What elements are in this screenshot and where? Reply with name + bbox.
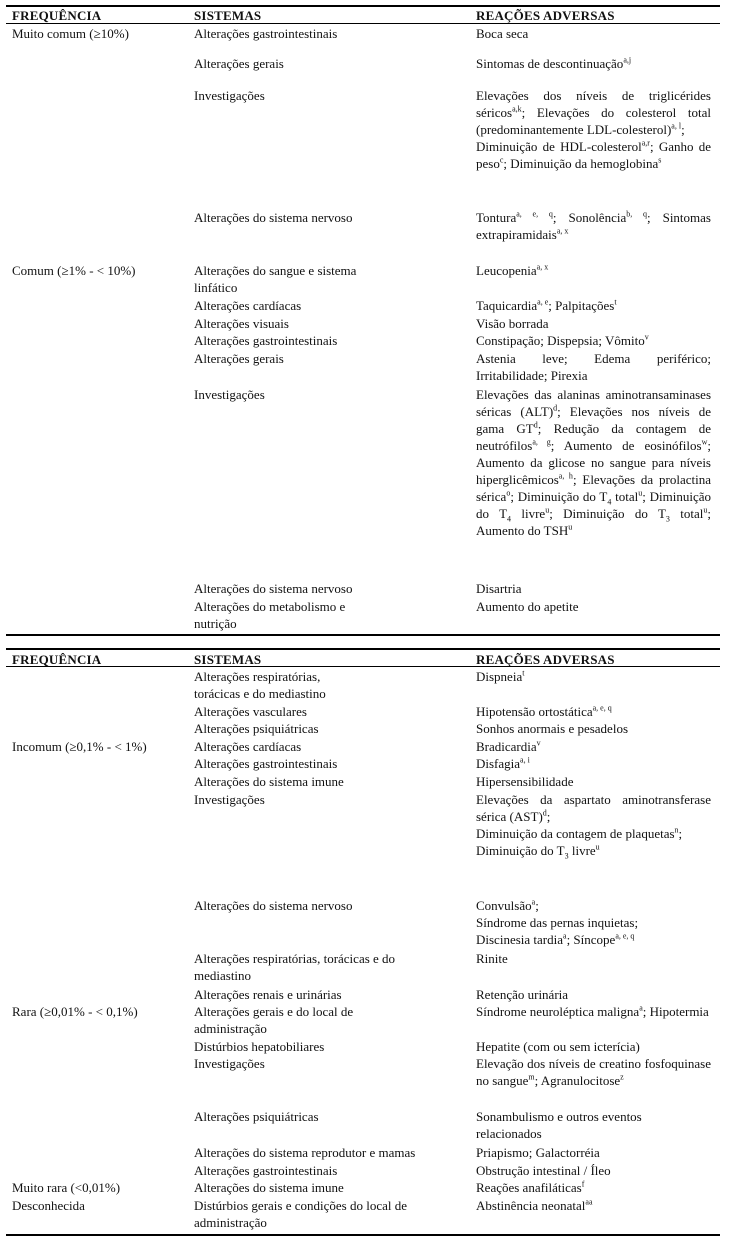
system-label: Alterações gerais e do local de administração (194, 1004, 354, 1036)
reaction-text: Abstinência neonatal$^{aa}$ (476, 1197, 593, 1213)
reaction-text: Convulsão$^a$; Síndrome das pernas inquietas; Discinesia tardia$^a$; Síncope$^{a, e, q}$ (476, 897, 639, 947)
reaction-text: Síndrome neuroléptica maligna$^a$; Hipotermia (476, 1003, 709, 1019)
reaction-text: Sonambulismo e outros eventos relacionados (476, 1109, 642, 1141)
reaction-text: Sintomas de descontinuação$^{a,j}$ (476, 55, 632, 71)
reaction-text: Leucopenia$^{a, x}$ (476, 262, 549, 278)
system-label: Alterações do sistema imune (194, 774, 344, 789)
reaction-text: Hepatite (com ou sem icterícia) (476, 1039, 640, 1054)
system-label: Alterações do sistema nervoso (194, 210, 353, 225)
system-label: Alterações do sistema reprodutor e mamas (194, 1145, 416, 1160)
freq-muito-comum: Muito comum (≥10%) (12, 26, 129, 41)
reaction-text: Elevações dos níveis de triglicérides séricos$^{a,k}$; Elevações do colesterol total (predominantemente LDL-colesterol)$^{a, l}$; Diminuição de HDL-colesterol$^{a,r}$; Ganho de peso$^c$; Diminuição da hemoglobina$^s$ (476, 88, 711, 171)
reaction-text: Elevações das alaninas aminotransaminases séricas (ALT)$^d$; Elevações nos níveis de gama $GT^d$; Redução da contagem de neutrófilos$^{a, g}$; Aumento de eosinófilos$^w$; Aumento da glicose no sangue para níveis hiperglicêmicos$^{a, h}$; Elevações da prolactina sérica$^o$; Diminuição do $T_4$ total$^u$; Diminuição do $T_4$ livre$^u$; Diminuição do $T_3$ total$^u$; Aumento do TSH$^u$ (476, 387, 712, 538)
reaction-text: Elevação dos níveis de creatino fosfoquinase no sangue$^m$; Agranulocitose$^z$ (476, 1056, 711, 1088)
table1-header-frequencia: FREQUÊNCIA (12, 8, 102, 23)
reaction-text: Priapismo; Galactorréia (476, 1145, 600, 1160)
reaction-text: Sonhos anormais e pesadelos (476, 721, 629, 736)
table2-top-rule (6, 648, 720, 650)
reaction-text: Retenção urinária (476, 987, 569, 1002)
system-label: Alterações respiratórias, torácicas e do mediastino (194, 951, 396, 983)
reaction-text: Disfagia$^{a, i}$ (476, 755, 530, 771)
system-label: Alterações gerais (194, 56, 284, 71)
system-label: Alterações respiratórias, torácicas e do mediastino (194, 669, 326, 701)
system-label: Alterações cardíacas (194, 298, 302, 313)
system-label: Investigações (194, 88, 265, 103)
table2-header-rule (6, 666, 720, 667)
system-label: Alterações psiquiátricas (194, 721, 319, 736)
reaction-text: Aumento do apetite (476, 599, 579, 614)
system-label: Alterações gastrointestinais (194, 1163, 338, 1178)
system-label: Distúrbios hepatobiliares (194, 1039, 325, 1054)
reaction-text: Visão borrada (476, 316, 549, 331)
freq-desconhecida: Desconhecida (12, 1198, 85, 1213)
reaction-text: Astenia leve; Edema periférico; Irritabilidade; Pirexia (476, 351, 711, 383)
system-label: Alterações renais e urinárias (194, 987, 342, 1002)
table2-header-reacoes: REAÇÕES ADVERSAS (476, 652, 615, 667)
table2-bottom-rule (6, 1234, 720, 1236)
system-label: Alterações visuais (194, 316, 289, 331)
system-label: Alterações do sistema nervoso (194, 581, 353, 596)
reaction-text: Tontura$^{a, e, q}$; Sonolência$^{b, q}$; Sintomas extrapiramidais$^{a, x}$ (476, 209, 711, 242)
system-label: Alterações gastrointestinais (194, 26, 338, 41)
system-label: Investigações (194, 387, 265, 402)
system-label: Distúrbios gerais e condições do local de administração (194, 1198, 407, 1230)
freq-comum: Comum (≥1% - < 10%) (12, 263, 136, 278)
table1-header-reacoes: REAÇÕES ADVERSAS (476, 8, 615, 23)
reaction-text: Reações anafiláticas$^f$ (476, 1179, 585, 1195)
reaction-text: Constipação; Dispepsia; Vômito$^v$ (476, 332, 649, 348)
system-label: Alterações do metabolismo e nutrição (194, 599, 346, 631)
system-label: Alterações cardíacas (194, 739, 302, 754)
system-label: Alterações do sistema imune (194, 1180, 344, 1195)
system-label: Alterações psiquiátricas (194, 1109, 319, 1124)
system-label: Investigações (194, 792, 265, 807)
table1-header-sistemas: SISTEMAS (194, 8, 262, 23)
system-label: Investigações (194, 1056, 265, 1071)
system-label: Alterações do sangue e sistema linfático (194, 263, 357, 295)
reaction-text: Elevações da aspartato aminotransferase sérica (AST)$^d$; Diminuição da contagem de plaquetas$^n$; Diminuição do $T_3$ livre$^u$ (476, 792, 711, 861)
freq-incomum: Incomum (≥0,1% - < 1%) (12, 739, 147, 754)
freq-muito-rara: Muito rara (<0,01%) (12, 1180, 121, 1195)
system-label: Alterações do sistema nervoso (194, 898, 353, 913)
reaction-text: Boca seca (476, 26, 529, 41)
reaction-text: Disartria (476, 581, 522, 596)
system-label: Alterações gerais (194, 351, 284, 366)
table2-header-sistemas: SISTEMAS (194, 652, 262, 667)
table2-header-frequencia: FREQUÊNCIA (12, 652, 102, 667)
reaction-text: Dispneia$^t$ (476, 668, 525, 684)
reaction-text: Taquicardia$^{a, e}$; Palpitações$^t$ (476, 297, 617, 313)
table1-header-rule (6, 23, 720, 24)
table1-bottom-rule (6, 634, 720, 636)
reaction-text: Hipotensão ortostática$^{a, e, q}$ (476, 703, 612, 719)
reaction-text: Bradicardia$^v$ (476, 738, 541, 754)
reaction-text: Rinite (476, 951, 508, 966)
system-label: Alterações vasculares (194, 704, 307, 719)
reaction-text: Hipersensibilidade (476, 774, 574, 789)
freq-rara: Rara (≥0,01% - < 0,1%) (12, 1004, 138, 1019)
system-label: Alterações gastrointestinais (194, 333, 338, 348)
system-label: Alterações gastrointestinais (194, 756, 338, 771)
reaction-text: Obstrução intestinal / Íleo (476, 1163, 611, 1178)
